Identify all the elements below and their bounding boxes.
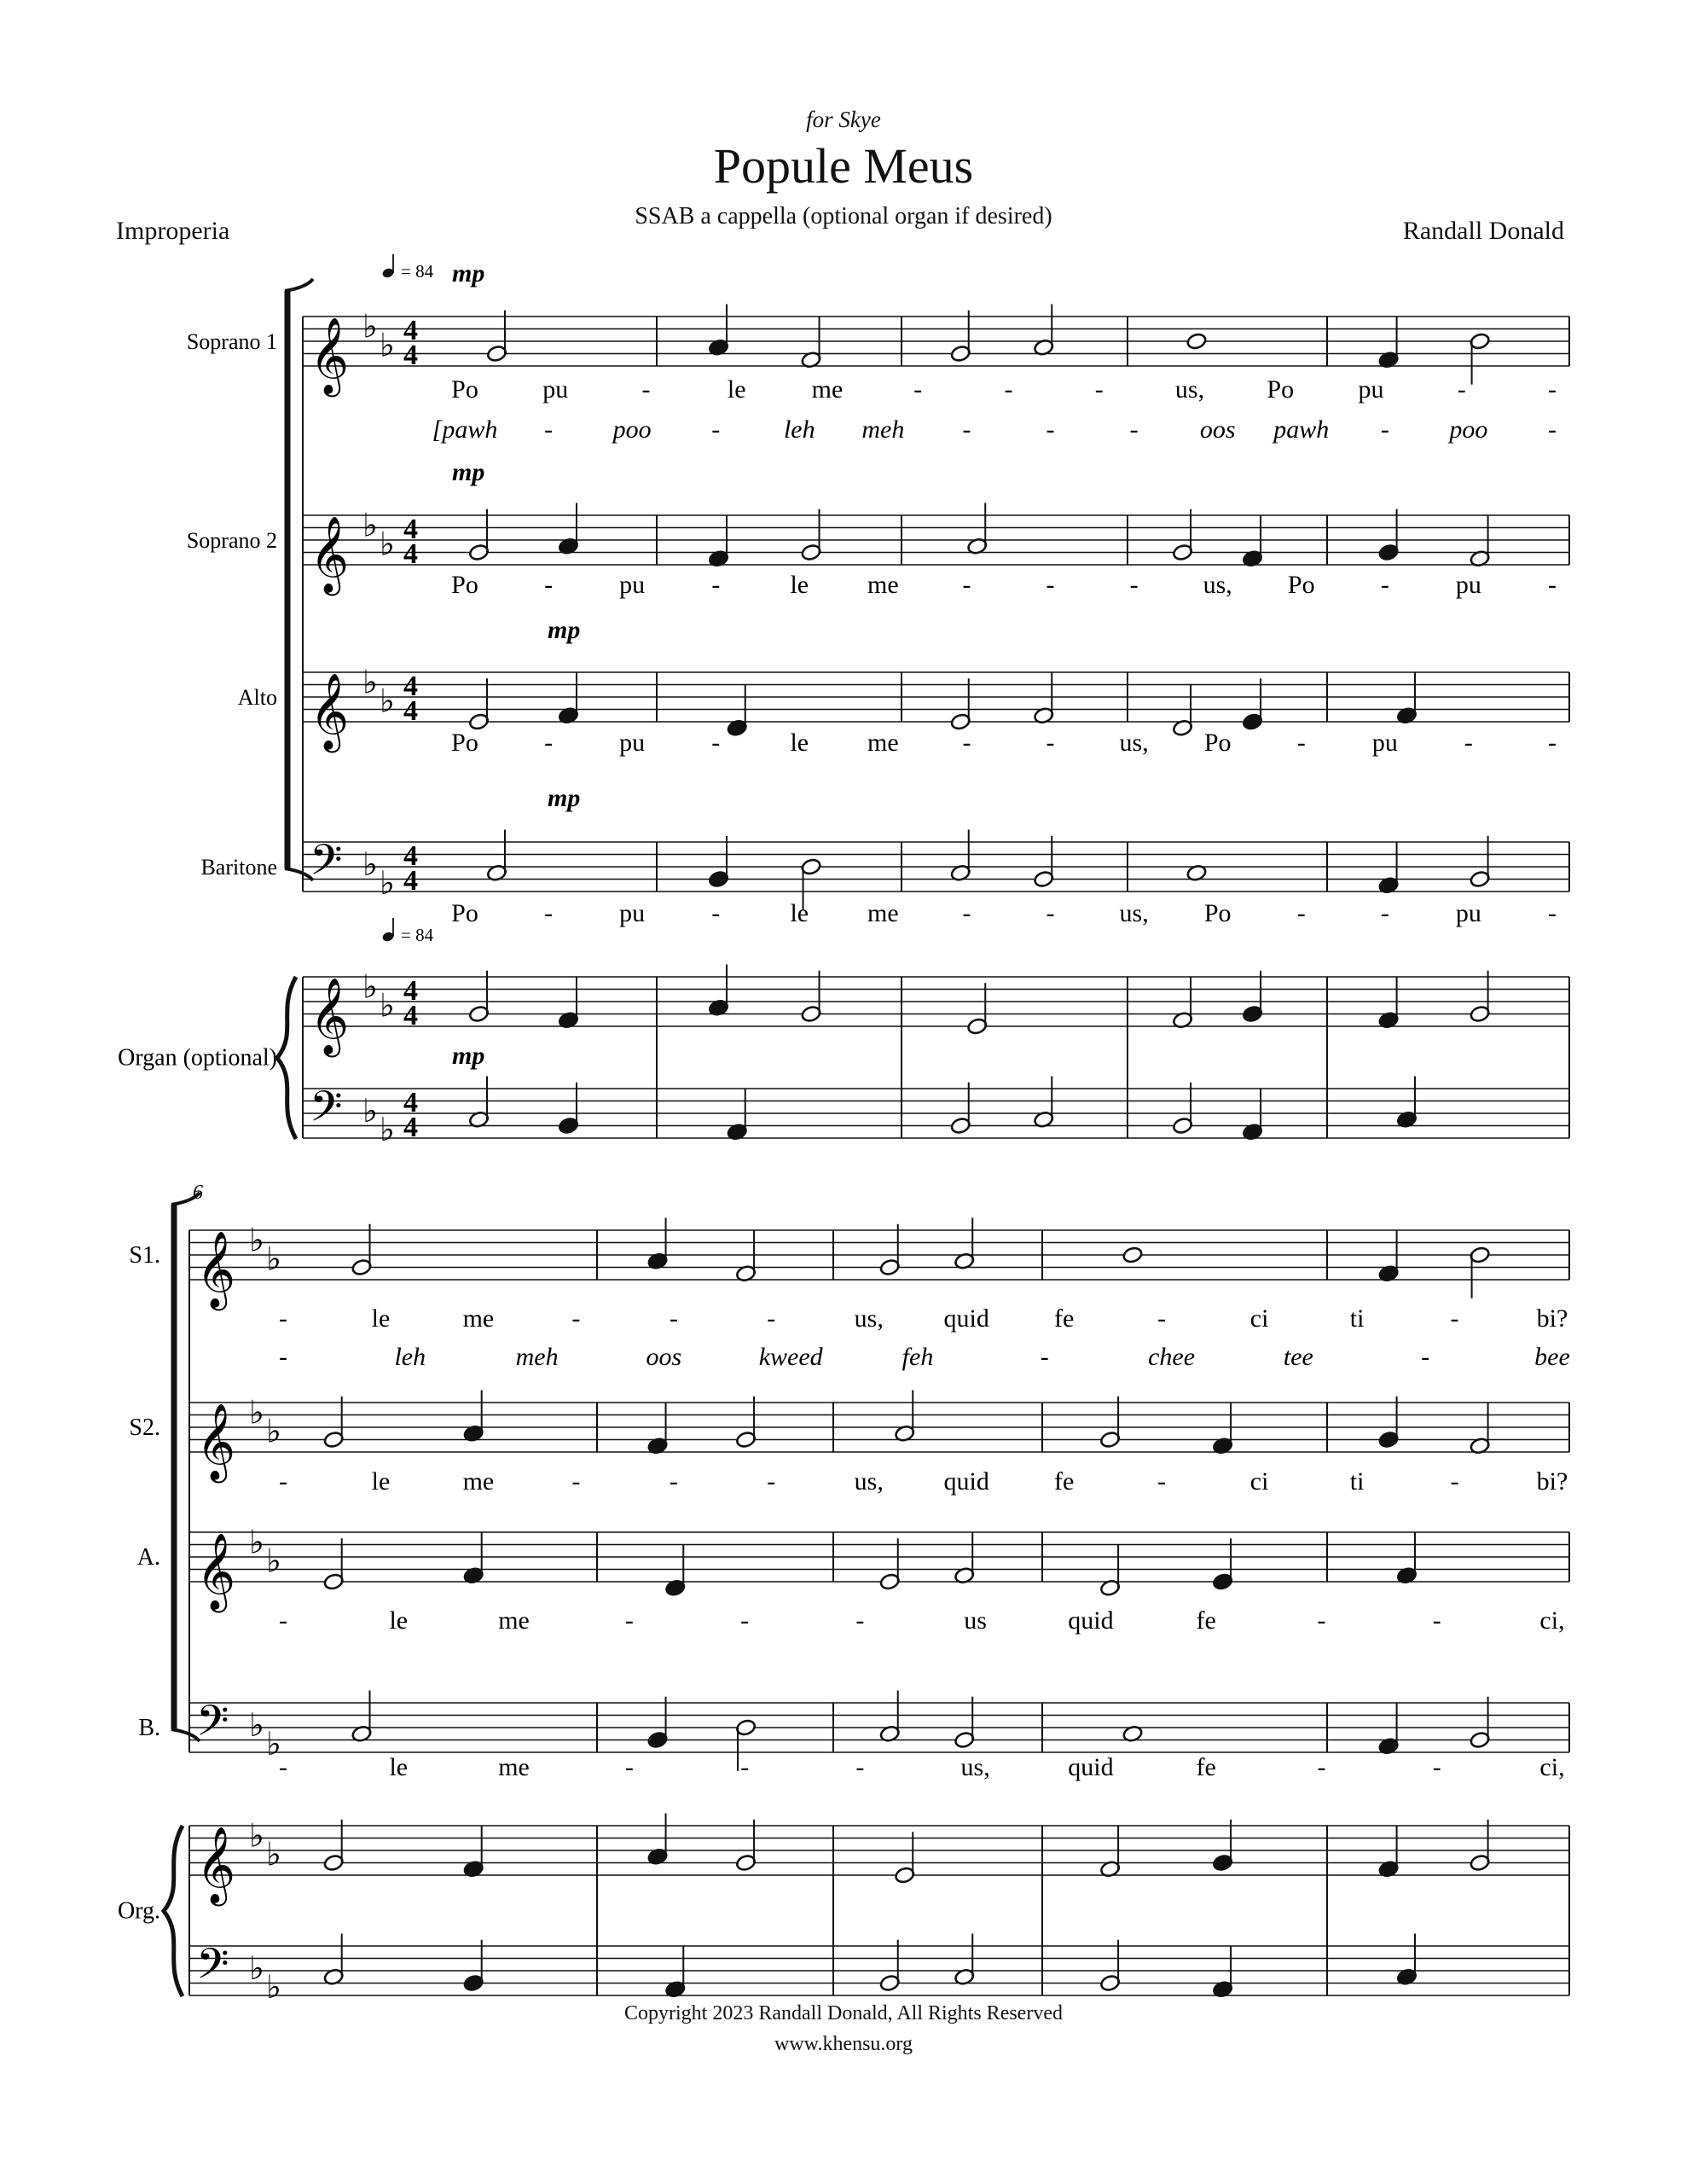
time-signature: 4 <box>403 840 418 872</box>
lyric-syllable: fe <box>1196 1606 1216 1635</box>
time-signature: 4 <box>403 1112 418 1143</box>
note-head <box>1186 332 1208 350</box>
lyric-syllable: pu <box>619 571 646 599</box>
lyric-syllable: - <box>1317 1753 1326 1781</box>
lyric-syllable: quid <box>1068 1753 1114 1781</box>
treble-clef-icon: 𝄞 <box>310 517 350 591</box>
time-signature: 4 <box>403 514 418 545</box>
lyric-syllable: pu <box>542 375 569 404</box>
lyric-syllable: - <box>962 415 971 444</box>
lyric-syllable: bee <box>1534 1343 1570 1371</box>
measure-number: 6 <box>193 1182 203 1204</box>
flat-icon: ♭ <box>380 865 395 902</box>
bass-clef-icon: 𝄢 <box>196 1941 229 1998</box>
lyric-syllable: - <box>1157 1304 1167 1333</box>
tempo-marking: = 84 <box>401 925 434 945</box>
copyright-notice: Copyright 2023 Randall Donald, All Rights Reserved <box>624 2002 1063 2024</box>
time-signature: 4 <box>403 695 418 727</box>
treble-clef-icon: 𝄞 <box>196 1404 236 1478</box>
lyric-syllable: - <box>740 1753 750 1781</box>
flat-icon: ♭ <box>266 1837 281 1873</box>
lyric-syllable: Po <box>451 899 478 927</box>
flat-icon: ♭ <box>362 309 378 346</box>
lyric-syllable: - <box>669 1467 678 1496</box>
dynamic-marking: mp <box>452 458 485 486</box>
staff-label: Alto <box>237 685 277 710</box>
lyric-syllable: ci <box>1249 1467 1269 1496</box>
lyric-syllable: us, <box>1174 375 1205 404</box>
dynamic-marking: mp <box>548 616 581 644</box>
lyric-syllable: me <box>811 375 844 404</box>
flat-icon: ♭ <box>266 1241 281 1278</box>
lyric-syllable: - <box>1421 1343 1430 1371</box>
time-signature: 4 <box>403 1000 418 1031</box>
lyric-syllable: - <box>544 571 554 599</box>
composer-name: Randall Donald <box>1402 217 1564 245</box>
organ-brace <box>164 1826 183 1996</box>
lyric-syllable: - <box>1046 729 1055 757</box>
flat-icon: ♭ <box>380 526 395 563</box>
lyric-syllable: - <box>962 571 971 599</box>
flat-icon: ♭ <box>249 1818 264 1855</box>
lyric-syllable: quid <box>943 1304 989 1333</box>
lyric-syllable: poo <box>1449 415 1488 444</box>
lyric-syllable: meh <box>515 1343 559 1371</box>
lyric-syllable: - <box>711 899 721 927</box>
lyric-syllable: quid <box>1068 1606 1114 1635</box>
lyric-syllable: - <box>641 375 651 404</box>
lyric-syllable: poo <box>612 415 652 444</box>
lyric-syllable: Po <box>1203 899 1232 927</box>
lyric-syllable: - <box>1548 729 1557 757</box>
flat-icon: ♭ <box>266 1969 281 2006</box>
lyric-syllable: Po <box>451 571 478 599</box>
flat-icon: ♭ <box>380 683 395 720</box>
lyric-syllable: ci <box>1249 1304 1269 1333</box>
lyric-syllable: le <box>371 1467 391 1496</box>
lyric-syllable: pu <box>1455 899 1481 927</box>
time-signature: 4 <box>403 865 418 897</box>
time-signature: 4 <box>403 1087 418 1118</box>
lyric-syllable: me <box>867 729 899 757</box>
lyric-syllable: chee <box>1148 1343 1196 1371</box>
lyric-syllable: pu <box>1358 375 1384 404</box>
lyric-syllable: pu <box>1455 571 1481 599</box>
lyric-syllable: bi? <box>1536 1467 1568 1496</box>
lyric-syllable: - <box>1046 899 1055 927</box>
organ-brace <box>277 977 296 1139</box>
lyric-syllable: ti <box>1349 1467 1365 1496</box>
treble-clef-icon: 𝄞 <box>196 1827 236 1902</box>
lyric-syllable: - <box>1296 899 1306 927</box>
lyric-syllable: - <box>544 415 554 444</box>
flat-icon: ♭ <box>380 328 395 364</box>
flat-icon: ♭ <box>249 1525 264 1561</box>
lyric-syllable: - <box>279 1304 287 1333</box>
lyric-syllable: - <box>1040 1343 1049 1371</box>
website-link[interactable]: www.khensu.org <box>774 2033 913 2055</box>
time-signature: 4 <box>403 340 418 371</box>
lyric-syllable: - <box>1432 1606 1441 1635</box>
lyric-syllable: pawh <box>1273 415 1330 444</box>
lyric-syllable: us, <box>1119 729 1149 757</box>
lyric-syllable: - <box>1317 1606 1326 1635</box>
flat-icon: ♭ <box>380 1112 395 1148</box>
lyric-syllable: - <box>1450 1467 1459 1496</box>
time-signature: 4 <box>403 538 418 570</box>
lyric-syllable: me <box>462 1304 495 1333</box>
flat-icon: ♭ <box>249 1223 264 1259</box>
flat-icon: ♭ <box>362 847 378 883</box>
flat-icon: ♭ <box>266 1414 281 1450</box>
system-bracket <box>285 279 313 291</box>
lyric-syllable: - <box>1380 899 1389 927</box>
lyric-syllable: - <box>855 1606 865 1635</box>
flat-icon: ♭ <box>362 969 378 1006</box>
lyric-syllable: - <box>571 1304 581 1333</box>
lyric-syllable: Po <box>451 729 478 757</box>
lyric-syllable: - <box>855 1753 865 1781</box>
lyric-syllable: - <box>669 1304 678 1333</box>
lyric-syllable: - <box>1046 571 1055 599</box>
lyric-syllable: pu <box>619 899 646 927</box>
flat-icon: ♭ <box>380 988 395 1025</box>
lyric-syllable: - <box>624 1606 634 1635</box>
lyric-syllable: - <box>1380 571 1389 599</box>
lyric-syllable: - <box>1004 375 1013 404</box>
lyric-syllable: quid <box>943 1467 989 1496</box>
note-head <box>1122 1246 1144 1263</box>
dedication: for Skye <box>806 107 881 132</box>
lyric-syllable: - <box>711 415 721 444</box>
lyric-syllable: me <box>498 1753 530 1781</box>
bass-clef-icon: 𝄢 <box>310 1083 343 1141</box>
lyric-syllable: - <box>1296 729 1306 757</box>
lyric-syllable: - <box>279 1467 287 1496</box>
lyric-syllable: [pawh <box>432 415 498 444</box>
lyric-syllable: - <box>1129 571 1139 599</box>
lyric-syllable: - <box>1457 375 1466 404</box>
treble-clef-icon: 𝄞 <box>310 979 350 1053</box>
lyric-syllable: - <box>1464 729 1473 757</box>
staff-label: S1. <box>129 1242 160 1269</box>
lyric-syllable: fe <box>1196 1753 1216 1781</box>
lyric-syllable: ti <box>1349 1304 1365 1333</box>
lyric-syllable: - <box>711 729 721 757</box>
lyric-syllable: - <box>544 729 554 757</box>
lyric-syllable: Po <box>1203 729 1232 757</box>
lyric-syllable: - <box>624 1753 634 1781</box>
staff-label: Soprano 1 <box>186 329 277 354</box>
lyric-syllable: Po <box>1267 375 1295 404</box>
genre-label: Improperia <box>116 217 230 245</box>
lyric-syllable: fe <box>1054 1467 1075 1496</box>
lyric-syllable: - <box>962 899 971 927</box>
lyric-syllable: - <box>1432 1753 1441 1781</box>
lyric-syllable: - <box>962 729 971 757</box>
lyric-syllable: - <box>279 1606 287 1635</box>
flat-icon: ♭ <box>249 1708 264 1744</box>
lyric-syllable: le <box>389 1606 409 1635</box>
lyric-syllable: fe <box>1054 1304 1075 1333</box>
lyric-syllable: - <box>1157 1467 1167 1496</box>
lyric-syllable: meh <box>861 415 905 444</box>
lyric-syllable: - <box>279 1343 287 1371</box>
lyric-syllable: le <box>371 1304 391 1333</box>
lyric-syllable: - <box>1380 415 1389 444</box>
lyric-syllable: - <box>1094 375 1104 404</box>
lyric-syllable: leh <box>783 415 815 444</box>
lyric-syllable: us, <box>1119 899 1149 927</box>
lyric-syllable: le <box>790 899 809 927</box>
dynamic-marking: mp <box>548 784 581 812</box>
flat-icon: ♭ <box>249 1951 264 1987</box>
flat-icon: ♭ <box>266 1726 281 1763</box>
staff-label: Baritone <box>200 855 277 880</box>
lyric-syllable: le <box>790 571 809 599</box>
staff-label: Soprano 2 <box>186 528 277 553</box>
lyric-syllable: - <box>1450 1304 1459 1333</box>
lyric-syllable: - <box>767 1467 776 1496</box>
flat-icon: ♭ <box>362 508 378 544</box>
lyric-syllable: - <box>1046 415 1055 444</box>
lyric-syllable: Po <box>1287 571 1315 599</box>
treble-clef-icon: 𝄞 <box>310 674 350 748</box>
lyric-syllable: le <box>389 1753 409 1781</box>
staff-label: A. <box>136 1544 160 1571</box>
lyric-syllable: oos <box>1199 415 1236 444</box>
tempo-marking: = 84 <box>401 261 434 282</box>
staff-label: S2. <box>129 1414 160 1441</box>
lyric-syllable: - <box>279 1753 287 1781</box>
bass-clef-icon: 𝄢 <box>310 837 343 894</box>
lyric-syllable: ci, <box>1539 1753 1565 1781</box>
lyric-syllable: - <box>571 1467 581 1496</box>
staff-label: B. <box>138 1715 160 1741</box>
lyric-syllable: - <box>767 1304 776 1333</box>
lyric-syllable: le <box>727 375 746 404</box>
lyric-syllable: le <box>790 729 809 757</box>
lyric-syllable: kweed <box>758 1343 823 1371</box>
lyric-syllable: us, <box>960 1753 990 1781</box>
staff-label: Org. <box>117 1897 160 1925</box>
treble-clef-icon: 𝄞 <box>196 1232 236 1306</box>
lyric-syllable: us, <box>854 1467 884 1496</box>
lyric-syllable: us, <box>1203 571 1232 599</box>
lyric-syllable: - <box>1129 415 1139 444</box>
bass-clef-icon: 𝄢 <box>196 1698 229 1755</box>
lyric-syllable: - <box>544 899 554 927</box>
time-signature: 4 <box>403 671 418 702</box>
lyric-syllable: bi? <box>1536 1304 1568 1333</box>
lyric-syllable: - <box>1548 375 1557 404</box>
treble-clef-icon: 𝄞 <box>310 318 350 392</box>
time-signature: 4 <box>403 315 418 346</box>
lyric-syllable: tee <box>1283 1343 1313 1371</box>
treble-clef-icon: 𝄞 <box>196 1534 236 1608</box>
lyric-syllable: pu <box>619 729 646 757</box>
lyric-syllable: - <box>1548 415 1557 444</box>
flat-icon: ♭ <box>362 1094 378 1130</box>
lyric-syllable: - <box>1548 899 1557 927</box>
lyric-syllable: feh <box>901 1343 934 1371</box>
lyric-syllable: ci, <box>1539 1606 1565 1635</box>
staff-label: Organ (optional) <box>118 1044 277 1072</box>
dynamic-marking: mp <box>452 1042 485 1070</box>
lyric-syllable: us, <box>854 1304 884 1333</box>
lyric-syllable: me <box>462 1467 495 1496</box>
flat-icon: ♭ <box>249 1395 264 1432</box>
dynamic-marking: mp <box>452 259 485 288</box>
lyric-syllable: - <box>740 1606 750 1635</box>
lyric-syllable: pu <box>1371 729 1398 757</box>
lyric-syllable: leh <box>394 1343 426 1371</box>
flat-icon: ♭ <box>266 1543 281 1580</box>
lyric-syllable: me <box>867 571 899 599</box>
lyric-syllable: Po <box>451 375 478 404</box>
lyric-syllable: - <box>913 375 923 404</box>
subtitle: SSAB a cappella (optional organ if desired) <box>635 203 1052 229</box>
lyric-syllable: oos <box>646 1343 682 1371</box>
lyric-syllable: - <box>1548 571 1557 599</box>
time-signature: 4 <box>403 975 418 1007</box>
flat-icon: ♭ <box>362 665 378 701</box>
lyric-syllable: - <box>711 571 721 599</box>
lyric-syllable: me <box>498 1606 530 1635</box>
lyric-syllable: us <box>964 1606 987 1635</box>
lyric-syllable: me <box>867 899 899 927</box>
page-title: Popule Meus <box>713 138 974 194</box>
